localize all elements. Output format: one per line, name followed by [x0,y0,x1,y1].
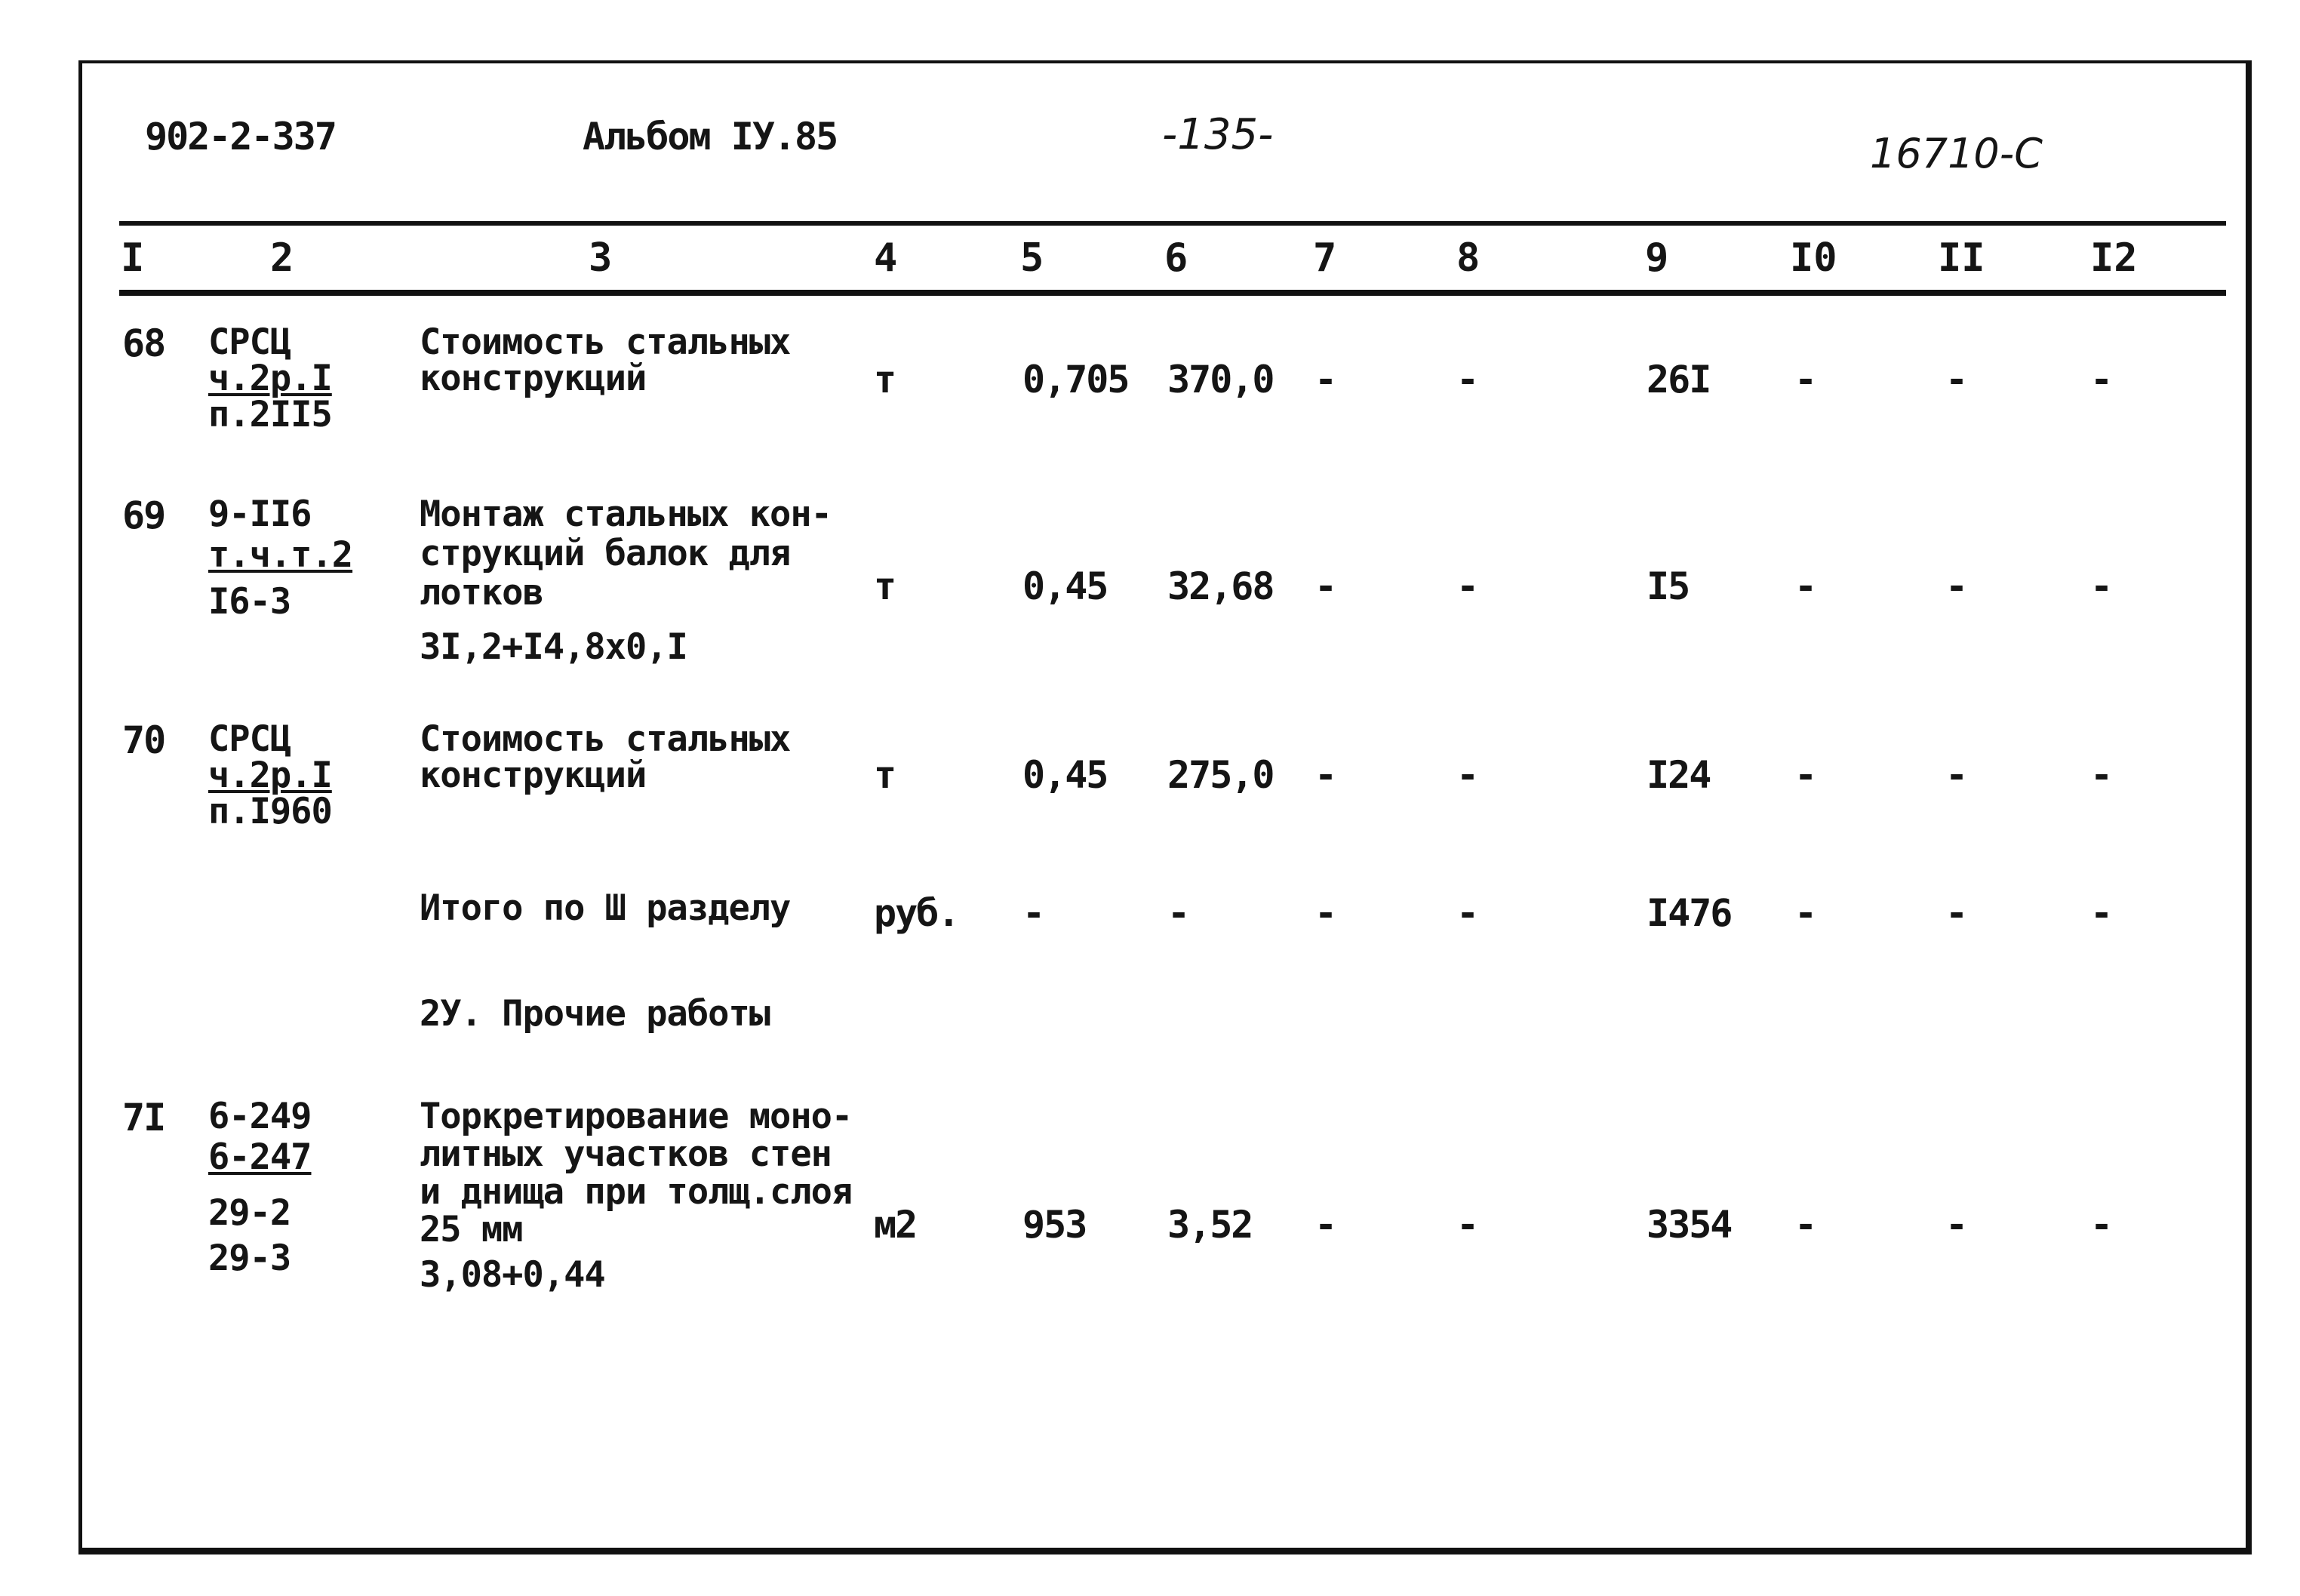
col8-cell: - [1456,891,1478,935]
col8-cell: - [1456,564,1478,608]
total-cost-cell: I24 [1647,753,1711,797]
total-cost-cell: 26I [1647,358,1711,401]
norm-code: 9-II6 [208,494,312,535]
work-description: струкций балок для [420,533,791,574]
column-header-11: II [1938,235,1985,281]
unit-cell: т [874,753,896,797]
quantity-cell: 953 [1022,1203,1087,1247]
doc-code: 902-2-337 [145,115,336,158]
col7-cell: - [1315,753,1336,797]
col8-cell: - [1456,1203,1478,1247]
col11-cell: - [1945,753,1967,797]
unit-cell: т [874,358,896,401]
col7-cell: - [1315,564,1336,608]
norm-code: п.I960 [208,791,332,832]
col8-cell: - [1456,358,1478,401]
album-label: Альбом IУ.85 [583,115,838,158]
column-header-6: 6 [1164,235,1188,281]
work-description: 25 мм [420,1209,523,1250]
column-header-2: 2 [270,235,294,281]
header-top-rule [119,221,2226,226]
norm-code: п.2II5 [208,394,332,435]
norm-code: СРСЦ [208,321,291,363]
column-header-3: 3 [589,235,613,281]
column-header-4: 4 [874,235,898,281]
work-description: Стоимость стальных [420,321,791,363]
col12-cell: - [2090,564,2112,608]
row-number: 7I [122,1096,165,1139]
work-description: лотков [420,572,543,613]
inventory-number: 16710-С [1870,130,2043,177]
column-header-7: 7 [1313,235,1337,281]
col12-cell: - [2090,891,2112,935]
total-cost-cell: I476 [1647,891,1732,935]
norm-code: I6-3 [208,581,291,623]
total-cost-cell: I5 [1647,564,1690,608]
work-description: и днища при толщ.слоя [420,1171,853,1213]
row-number: 70 [122,718,165,762]
work-description: конструкций [420,358,647,399]
unit-price-cell: 3,52 [1167,1203,1253,1247]
col7-cell: - [1315,358,1336,401]
norm-code: 29-3 [208,1238,291,1279]
column-header-8: 8 [1456,235,1481,281]
work-description: конструкций [420,755,647,796]
norm-code: 29-2 [208,1192,291,1234]
row-number: 68 [122,321,165,365]
col10-cell: - [1794,1203,1816,1247]
col10-cell: - [1794,358,1816,401]
col10-cell: - [1794,564,1816,608]
norm-code: ч.2р.I [208,358,332,399]
work-description: 3I,2+I4,8х0,I [420,626,687,668]
norm-code: СРСЦ [208,718,291,760]
work-description: Монтаж стальных кон- [420,494,832,535]
col8-cell: - [1456,753,1478,797]
col11-cell: - [1945,1203,1967,1247]
col12-cell: - [2090,358,2112,401]
col11-cell: - [1945,564,1967,608]
column-header-10: I0 [1790,235,1837,281]
page-number: -135- [1162,110,1274,159]
header-bottom-rule [119,290,2226,296]
work-description: Торкретирование моно- [420,1096,853,1137]
column-header-1: I [121,235,145,281]
work-description: 3,08+0,44 [420,1254,605,1296]
norm-code: ч.2р.I [208,755,332,796]
work-description: 2У. Прочие работы [420,993,770,1035]
row-number: 69 [122,494,165,537]
unit-price-cell: 370,0 [1167,358,1274,401]
column-header-5: 5 [1020,235,1044,281]
col7-cell: - [1315,891,1336,935]
work-description: Стоимость стальных [420,718,791,760]
col10-cell: - [1794,891,1816,935]
col7-cell: - [1315,1203,1336,1247]
column-header-12: I2 [2090,235,2138,281]
col12-cell: - [2090,753,2112,797]
page-frame [78,60,2252,1554]
quantity-cell: 0,45 [1022,753,1108,797]
col11-cell: - [1945,891,1967,935]
work-description: Итого по Ш разделу [420,887,791,929]
unit-price-cell: - [1167,891,1189,935]
col11-cell: - [1945,358,1967,401]
quantity-cell: 0,45 [1022,564,1108,608]
norm-code: 6-247 [208,1136,312,1178]
col10-cell: - [1794,753,1816,797]
norm-code: 6-249 [208,1096,312,1137]
norm-code: т.ч.т.2 [208,534,353,576]
column-header-9: 9 [1645,235,1669,281]
work-description: литных участков стен [420,1133,832,1175]
col12-cell: - [2090,1203,2112,1247]
unit-cell: т [874,564,896,608]
unit-cell: руб. [874,891,959,935]
quantity-cell: 0,705 [1022,358,1129,401]
quantity-cell: - [1022,891,1044,935]
unit-price-cell: 32,68 [1167,564,1274,608]
unit-cell: м2 [874,1203,917,1247]
unit-price-cell: 275,0 [1167,753,1274,797]
total-cost-cell: 3354 [1647,1203,1732,1247]
